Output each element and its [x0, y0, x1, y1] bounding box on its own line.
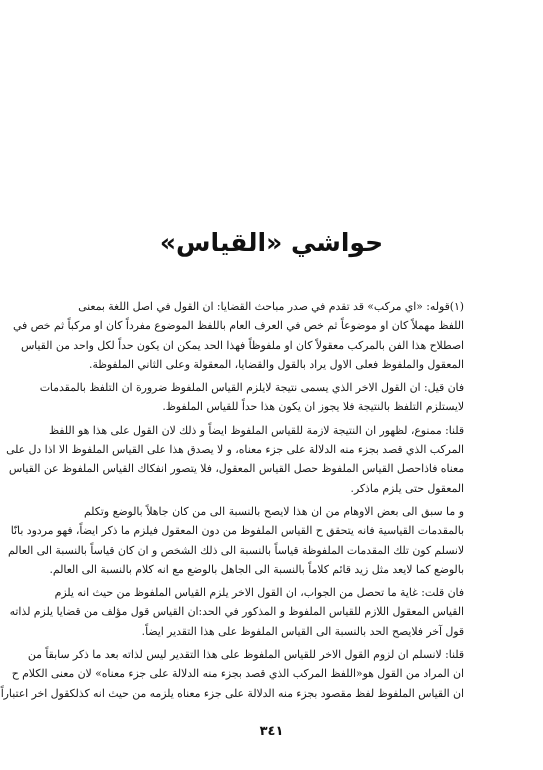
text-line: لايستلزم التلفظ بالنتيجة فلا يجوز ان يكون هذا حداً للقياس الملفوظ. — [162, 400, 464, 414]
text-line: قلنا: ممنوع، لظهور ان النتيجة لازمة للقياس الملفوظ ايضاً و ذلك لان القول على هذا هو اللفظ — [49, 423, 464, 437]
text-line: اصطلاح هذا الفن بالمركب معقولاً كان او ملفوظاً فهذا الحد يمكن ان يكون حداً لكل واحد من القياس — [20, 338, 464, 352]
text-line: معناه فاذاحصل القياس الملفوظ حصل القياس المعقول، فلا يتصور انفكاك القياس الملفوظ عن القياس — [8, 462, 464, 476]
paragraph — [9, 583, 464, 641]
body-text — [0, 297, 464, 707]
text-line: بالمقدمات القياسية فانه يتحقق ح القياس الملفوظ من دون المعقول فيلزم ما ذكر ايضاً، فهو مردود بانّا — [10, 524, 464, 538]
text-line: لانسلم كون تلك المقدمات الملفوظة قياساً بالنسبة الى ذلك الشخص و ان كان قياساً بالنسبة الى العالم — [7, 543, 464, 557]
paragraph — [6, 421, 464, 498]
text-line: فان قيل: ان القول الاخر الذي يسمى نتيجة لايلزم القياس الملفوظ ضرورة ان التلفظ بالمقدمات — [39, 381, 464, 395]
text-line: المعقول والملفوظ فعلى الاول يراد بالقول والقضايا، المعقولة وعلى الثاني الملفوظة. — [89, 357, 464, 371]
text-line: (١)قوله: «اي مركب» قد تقدم في صدر مباحث القضايا: ان القول في اصل اللغة بمعنى — [78, 300, 464, 313]
page-number: ٣٤١ — [259, 724, 284, 739]
text-line: قول آخر فلايصح الحد بالنسبة الى القياس الملفوظ على هذا التقدير ايضاً. — [141, 624, 464, 638]
text-line: المعقول حتى يلزم ماذكر. — [350, 481, 464, 495]
text-line: قلنا: لانسلم ان لزوم القول الاخر للقياس الملفوظ على هذا التقدير ليس لذاته بعد ما ذكر سابقاً من — [27, 648, 464, 662]
text-line: فان قلت: غاية ما تحصل من الجواب، ان القول الاخر يلزم القياس الملفوظ من حيث انه يلزم — [54, 586, 464, 600]
page-title: حواشي «القياس» — [159, 228, 384, 257]
paragraph — [12, 297, 464, 374]
text-line: القياس المعقول اللازم للقياس الملفوظ و المذكور في الحد:ان القياس قول مؤلف من قضايا يلزم لذاته — [9, 605, 464, 619]
text-line: ان القياس الملفوظ لفظ مقصود بجزء منه الدلالة على جزء معناه يلزمه من حيث انه كذلكقول اخر اعتباراً — [0, 686, 464, 700]
text-line: اللفظ مهملاً كان او موضوعاً ثم خص في العرف العام باللفظ الموضوع مفرداً كان او مركباً ثم خص في — [12, 319, 464, 333]
paragraph — [7, 502, 464, 579]
text-line: بالوضع كما لايعد مثل زيد قائم كلاماً بالنسبة الى الجاهل بالوضع مع انه كلام بالنسبة الى العالم. — [49, 562, 464, 576]
text-line: المركب الذي قصد بجزء منه الدلالة على جزء معناه، و لا يصدق هذا على القياس الملفوظ الا اذا دل على — [6, 443, 464, 457]
text-line: ان المراد من القول هو«اللفظ المركب الذي قصد بجزء منه الدلالة على جزء معناه» لان معنى الكلام ح — [11, 667, 464, 681]
paragraph — [0, 645, 464, 703]
text-line: و ما سبق الى بعض الاوهام من ان هذا لايصح بالنسبة الى من كان جاهلاً بالوضع وتكلم — [84, 504, 464, 518]
paragraph — [39, 378, 464, 417]
